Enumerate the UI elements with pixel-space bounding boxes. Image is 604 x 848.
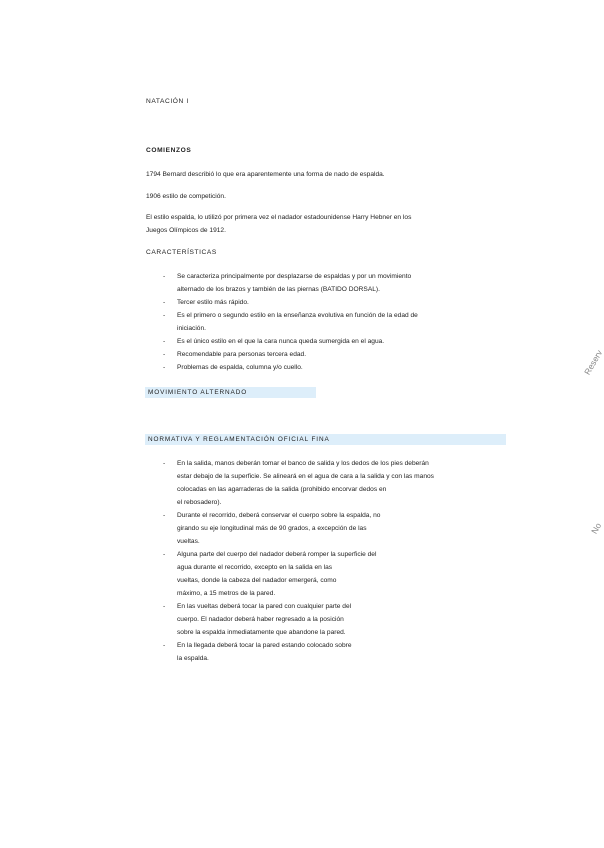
list-item-continuation: iniciación. bbox=[177, 325, 206, 332]
list-item: En la llegada deberá tocar la pared estando colocado sobre bbox=[177, 642, 352, 649]
section-title-movimiento: MOVIMIENTO ALTERNADO bbox=[148, 388, 248, 396]
bullet-marker: - bbox=[163, 642, 166, 649]
bullet-marker: - bbox=[163, 460, 166, 467]
section-title-normativa: NORMATIVA Y REGLAMENTACIÓN OFICIAL FINA bbox=[148, 435, 330, 443]
list-item: Durante el recorrido, deberá conservar el cuerpo sobre la espalda, no bbox=[177, 512, 381, 519]
list-item: Es el primero o segundo estilo en la enseñanza evolutiva en función de la edad de bbox=[177, 312, 418, 319]
bullet-marker: - bbox=[163, 312, 166, 319]
list-item: Se caracteriza principalmente por desplazarse de espaldas y por un movimiento bbox=[177, 273, 412, 280]
bullet-marker: - bbox=[163, 603, 166, 610]
list-item: Alguna parte del cuerpo del nadador deberá romper la superficie del bbox=[177, 551, 377, 558]
list-item-continuation: vueltas, donde la cabeza del nadador emergerá, como bbox=[177, 577, 337, 584]
document-header: NATACIÓN I bbox=[146, 98, 189, 105]
bullet-marker: - bbox=[163, 338, 166, 345]
list-item-continuation: alternado de los brazos y también de las piernas (BATIDO DORSAL). bbox=[177, 286, 380, 293]
section-heading-bar-movimiento bbox=[145, 387, 316, 398]
list-item-continuation: la espalda. bbox=[177, 655, 209, 662]
list-item: Es el único estilo en el que la cara nunca queda sumergida en el agua. bbox=[177, 338, 385, 345]
list-item-continuation: el rebosadero). bbox=[177, 499, 222, 506]
paragraph: 1794 Bernard describió lo que era aparentemente una forma de nado de espalda. bbox=[146, 171, 385, 178]
section-title-comienzos: COMIENZOS bbox=[146, 147, 192, 154]
list-item: Tercer estilo más rápido. bbox=[177, 299, 249, 306]
watermark-text: No bbox=[589, 521, 604, 536]
list-item: En las vueltas deberá tocar la pared con cualquier parte del bbox=[177, 603, 352, 610]
list-item-continuation: sobre la espalda inmediatamente que abandone la pared. bbox=[177, 629, 346, 636]
list-item-continuation: estar debajo de la superficie. Se alineará en el agua de cara a la salida y con las manos bbox=[177, 473, 434, 480]
list-item: Problemas de espalda, columna y/o cuello. bbox=[177, 364, 303, 371]
bullet-marker: - bbox=[163, 273, 166, 280]
list-item-continuation: agua durante el recorrido, excepto en la salida en las bbox=[177, 564, 333, 571]
bullet-marker: - bbox=[163, 351, 166, 358]
paragraph: 1906 estilo de competición. bbox=[146, 193, 226, 200]
list-item-continuation: cuerpo. El nadador deberá haber regresado a la posición bbox=[177, 616, 344, 623]
list-item: Recomendable para personas tercera edad. bbox=[177, 351, 307, 358]
bullet-marker: - bbox=[163, 512, 166, 519]
section-title-caracteristicas: CARACTERÍSTICAS bbox=[146, 249, 217, 256]
bullet-marker: - bbox=[163, 299, 166, 306]
paragraph: El estilo espalda, lo utilizó por primera vez el nadador estadounidense Harry Hebner en los bbox=[146, 214, 412, 221]
list-item: En la salida, manos deberán tomar el banco de salida y los dedos de los pies deberán bbox=[177, 460, 429, 467]
watermark-text: Reserv bbox=[582, 348, 604, 377]
bullet-marker: - bbox=[163, 551, 166, 558]
bullet-marker: - bbox=[163, 364, 166, 371]
paragraph: Juegos Olímpicos de 1912. bbox=[146, 227, 226, 234]
list-item-continuation: vueltas. bbox=[177, 538, 200, 545]
list-item-continuation: máximo, a 15 metros de la pared. bbox=[177, 590, 276, 597]
list-item-continuation: colocadas en las agarraderas de la salida (prohibido encorvar dedos en bbox=[177, 486, 387, 493]
section-heading-bar-normativa bbox=[145, 434, 506, 445]
list-item-continuation: girando su eje longitudinal más de 90 grados, a excepción de las bbox=[177, 525, 367, 532]
